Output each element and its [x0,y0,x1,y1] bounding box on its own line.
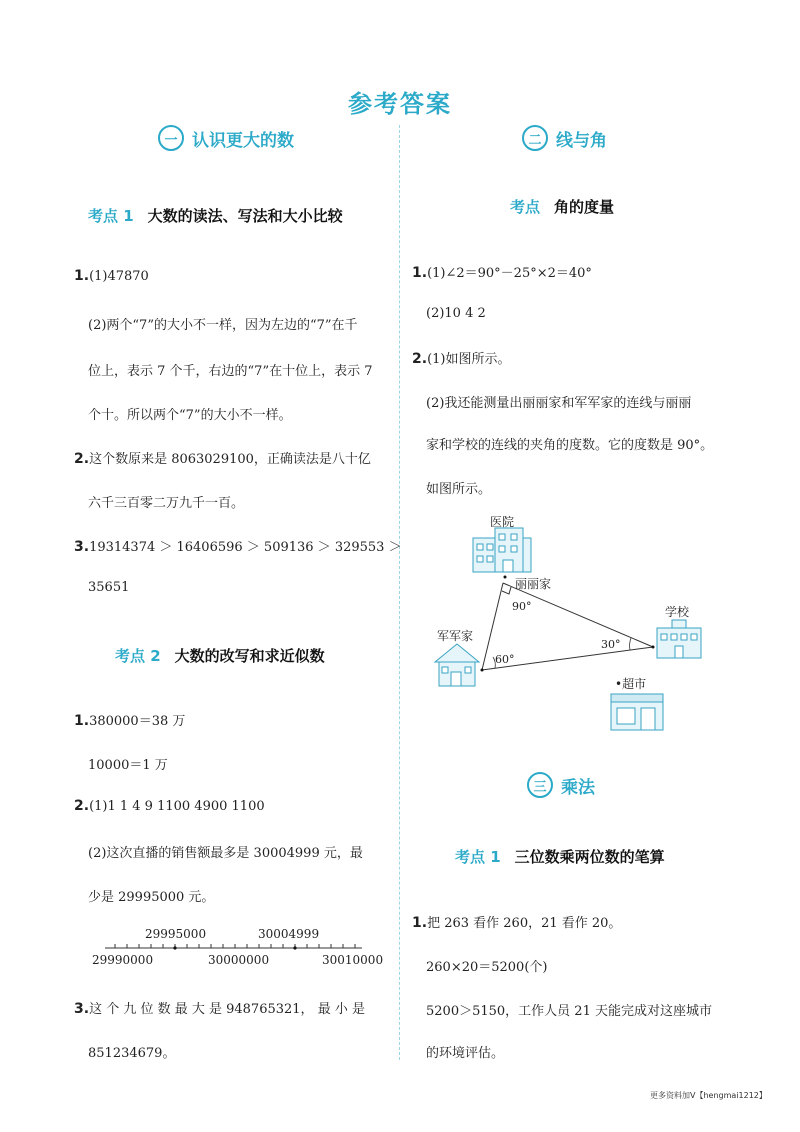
unit-number-badge: 一 [158,125,184,151]
unit-number-badge: 二 [522,125,548,151]
hospital-icon [473,528,531,572]
k2-answer-3a: 3.这 个 九 位 数 最 大 是 948765321， 最 小 是 [74,1001,365,1017]
k3-answer-1a: 1.把 263 看作 260，21 看作 20。 [412,915,622,931]
kaodian-title: 角的度量 [554,198,615,216]
r-answer-2a: 2.(1)如图所示。 [412,351,511,367]
answer-3b: 35651 [88,580,130,595]
supermarket-icon [611,694,663,730]
answer-1-2b: 位上，表示 7 个千，右边的“7”在十位上，表示 7 [88,364,373,379]
school-icon [657,620,701,658]
kaodian-title: 三位数乘两位数的笔算 [514,848,665,866]
answer-2b: 六千三百零二万九千一百。 [88,496,245,511]
column-divider [399,125,400,1060]
unit-heading-1 [158,125,294,151]
angle-diagram [425,510,705,740]
k2-answer-2c: 少是 29995000 元。 [88,890,215,905]
unit-title: 认识更大的数 [192,130,294,151]
number-line-ticks [115,944,355,948]
unit-title: 线与角 [556,130,607,151]
label-junjun: 军军家 [437,629,474,643]
house-icon [435,644,479,686]
answer-1-2c: 个十。所以两个“7”的大小不一样。 [88,408,292,423]
nl-label-b3: 30010000 [322,953,384,967]
kaodian-title: 大数的改写和求近似数 [174,647,325,665]
nl-label-b1: 29990000 [92,953,154,967]
k2-answer-1a: 1.380000＝38 万 [74,713,186,729]
r-answer-1b: (2)10 4 2 [426,306,486,321]
number-line-point-1 [173,946,176,949]
footer-watermark: 更多资料加V【hengmai1212】 [650,1091,767,1100]
r-answer-2c: 家和学校的连线的夹角的度数。它的度数是 90°。 [426,438,714,453]
unit-number-badge: 三 [527,772,553,798]
school-point [652,646,655,649]
k3-answer-1b: 260×20＝5200(个) [426,960,548,975]
kaodian-tag: 考点 1 [88,207,134,225]
kaodian-heading-1 [88,205,343,226]
unit-title: 乘法 [561,777,595,798]
nl-label-top2: 30004999 [258,927,320,941]
angle-60: 60° [495,653,515,666]
k2-answer-2a: 2.(1)1 1 4 9 1100 4900 1100 [74,798,265,814]
label-lili: 丽丽家 [515,577,552,591]
nl-label-top1: 29995000 [145,927,207,941]
k3-answer-1c: 5200＞5150，工作人员 21 天能完成对这座城市 [426,1004,712,1019]
k3-answer-1d: 的环境评估。 [426,1046,505,1061]
number-line-point-2 [293,946,296,949]
answer-1-1: 1.(1)47870 [74,268,149,284]
unit-heading-2 [522,125,607,151]
angle-30-arc [630,638,631,650]
kaodian-heading-2 [115,645,325,666]
answer-3a: 3.19314374 ＞ 16406596 ＞ 509136 ＞ 329553 ＞ [74,539,402,555]
kaodian-tag: 考点 2 [115,647,161,665]
number-line [90,924,390,974]
r-answer-2b: (2)我还能测量出丽丽家和军军家的连线与丽丽 [426,396,692,411]
kaodian-title: 大数的读法、写法和大小比较 [147,207,343,225]
label-school: 学校 [665,605,690,619]
angle-90: 90° [512,600,532,613]
kaodian-heading-4 [455,846,665,867]
kaodian-heading-3 [510,196,614,217]
k2-answer-2b: (2)这次直播的销售额最多是 30004999 元，最 [88,846,363,861]
k2-answer-3b: 851234679。 [88,1046,176,1061]
page-title: 参考答案 [348,90,452,118]
answer-1-2a: (2)两个“7”的大小不一样，因为左边的“7”在千 [88,318,358,333]
hospital-point [504,576,507,579]
angle-30: 30° [601,638,621,651]
k2-answer-1b: 10000＝1 万 [88,758,168,773]
right-angle-mark [502,587,511,594]
junjun-point [481,669,484,672]
nl-label-b2: 30000000 [208,953,270,967]
kaodian-tag: 考点 [510,198,541,216]
kaodian-tag: 考点 1 [455,848,501,866]
r-answer-1a: 1.(1)∠2＝90°－25°×2＝40° [412,265,592,281]
unit-heading-3 [527,772,595,798]
label-hospital: 医院 [490,515,515,529]
r-answer-2d: 如图所示。 [426,482,492,497]
label-market: •超市 [615,677,647,691]
answer-2a: 2.这个数原来是 8063029100，正确读法是八十亿 [74,451,371,467]
